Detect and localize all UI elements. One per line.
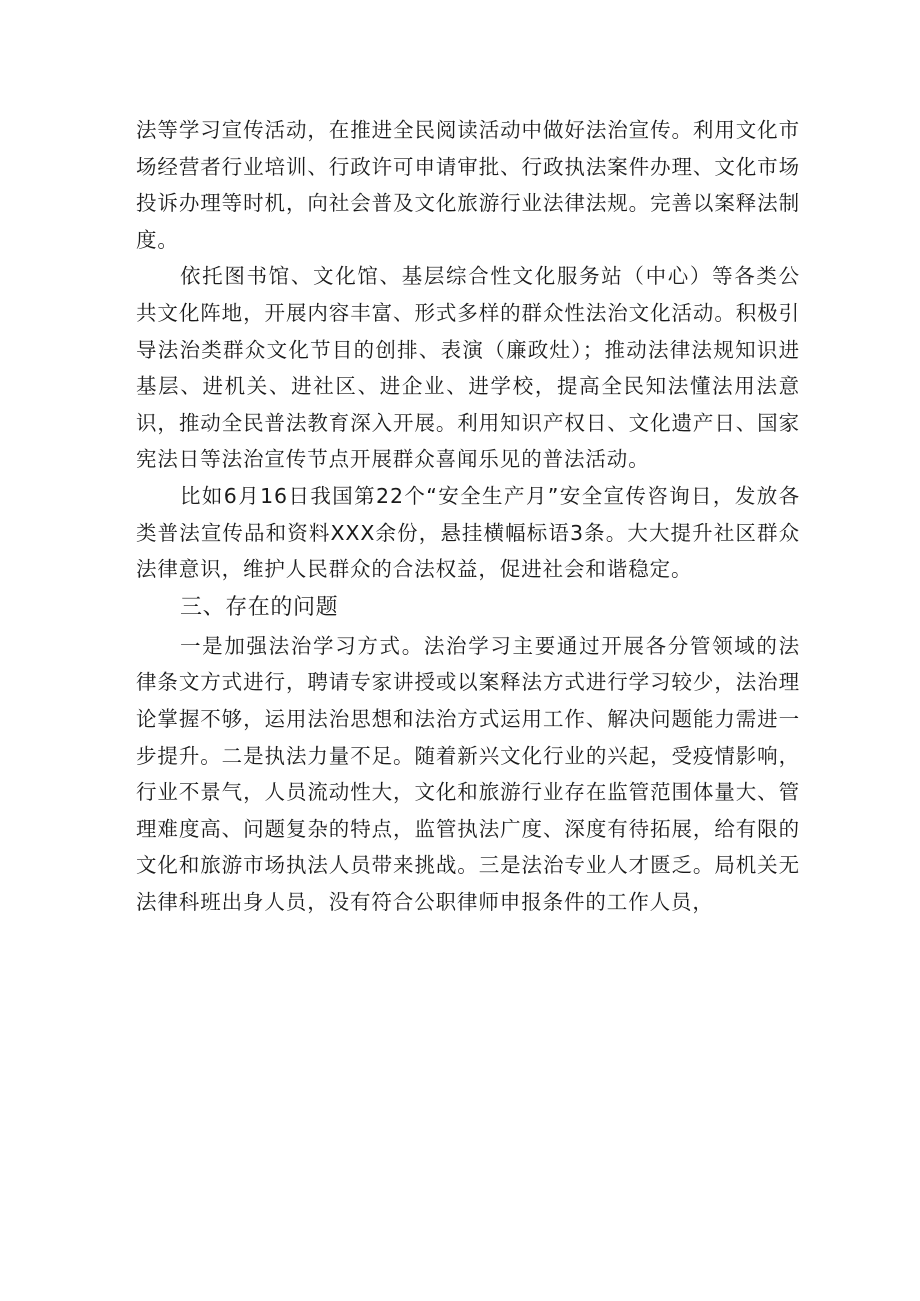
paragraph-continued-publicity: 法等学习宣传活动，在推进全民阅读活动中做好法治宣传。利用文化市场经营者行业培训、行政许可申请审批、行政执法案件办理、文化市场投诉办理等时机，向社会普及文化旅游行业法律法规。完善以案释法制度。 [136, 118, 800, 252]
paragraph-safety-month-example: 比如6月16日我国第22个“安全生产月”安全宣传咨询日，发放各类普法宣传品和资料XXX余份，悬挂横幅标语3条。大大提升社区群众法律意识，维护人民群众的合法权益，促进社会和谐稳定。 [136, 483, 800, 582]
paragraph-problems-detail: 一是加强法治学习方式。法治学习主要通过开展各分管领域的法律条文方式进行，聘请专家讲授或以案释法方式进行学习较少，法治理论掌握不够，运用法治思想和法治方式运用工作、解决问题能力需进一步提升。二是执法力量不足。随着新兴文化行业的兴起，受疫情影响，行业不景气，人员流动性大，文化和旅游行业存在监管范围体量大、管理难度高、问题复杂的特点，监管执法广度、深度有待拓展，给有限的文化和旅游市场执法人员带来挑战。三是法治专业人才匮乏。局机关无法律科班出身人员，没有符合公职律师申报条件的工作人员， [136, 633, 800, 914]
section-heading-existing-problems: 三、存在的问题 [180, 594, 339, 620]
paragraph-cultural-venues: 依托图书馆、文化馆、基层综合性文化服务站（中心）等各类公共文化阵地，开展内容丰富、形式多样的群众性法治文化活动。积极引导法治类群众文化节目的创排、表演（廉政灶）；推动法律法规知识进基层、进机关、进社区、进企业、进学校，提高全民知法懂法用法意识，推动全民普法教育深入开展。利用知识产权日、文化遗产日、国家宪法日等法治宣传节点开展群众喜闻乐见的普法活动。 [136, 264, 800, 472]
document-page [136, 112, 800, 920]
